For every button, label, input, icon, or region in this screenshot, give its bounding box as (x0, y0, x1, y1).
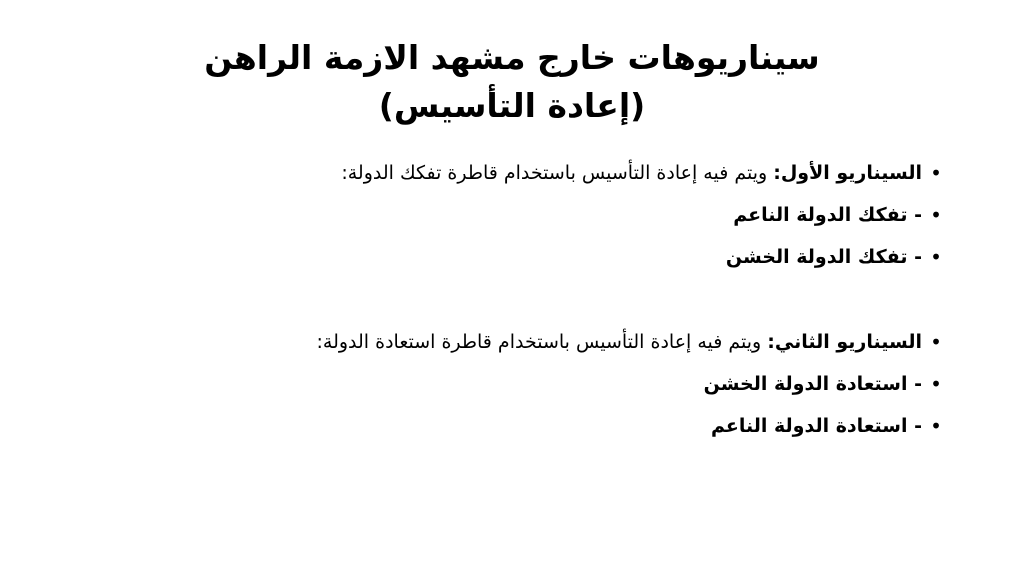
scenario-1-heading: السيناريو الأول: (773, 162, 922, 184)
scenario-2-heading: السيناريو الثاني: (767, 331, 922, 353)
bullet-icon: • (930, 414, 942, 438)
bullet-list (186, 152, 946, 447)
scenario-2-description: ويتم فيه إعادة التأسيس باستخدام قاطرة استعادة الدولة: (316, 331, 768, 353)
subitem-text: - تفكك الدولة الناعم (733, 204, 922, 226)
scenario-1-description: ويتم فيه إعادة التأسيس باستخدام قاطرة تفكك الدولة: (341, 162, 774, 184)
title-line-2: (إعادة التأسيس) (378, 86, 646, 125)
scenario-1-subitem-2 (186, 236, 946, 278)
scenario-2-subitem-1 (186, 363, 946, 405)
bullet-icon: • (930, 372, 942, 396)
slide-body (186, 152, 946, 447)
subitem-text: - استعادة الدولة الخشن (703, 373, 922, 395)
scenario-1-text (341, 162, 922, 184)
subitem-text: - تفكك الدولة الخشن (725, 246, 922, 268)
scenario-1-subitem-1 (186, 194, 946, 236)
bullet-icon: • (930, 161, 942, 185)
slide-title (160, 34, 864, 130)
bullet-icon: • (930, 330, 942, 354)
subitem-text: - استعادة الدولة الناعم (710, 415, 922, 437)
scenario-1-item (186, 152, 946, 194)
scenario-2-item (186, 321, 946, 363)
bullet-icon: • (930, 245, 942, 269)
scenario-2-text (316, 331, 922, 353)
title-line-1: سيناريوهات خارج مشهد الازمة الراهن (204, 38, 820, 77)
bullet-icon: • (930, 203, 942, 227)
scenario-2-subitem-2 (186, 405, 946, 447)
